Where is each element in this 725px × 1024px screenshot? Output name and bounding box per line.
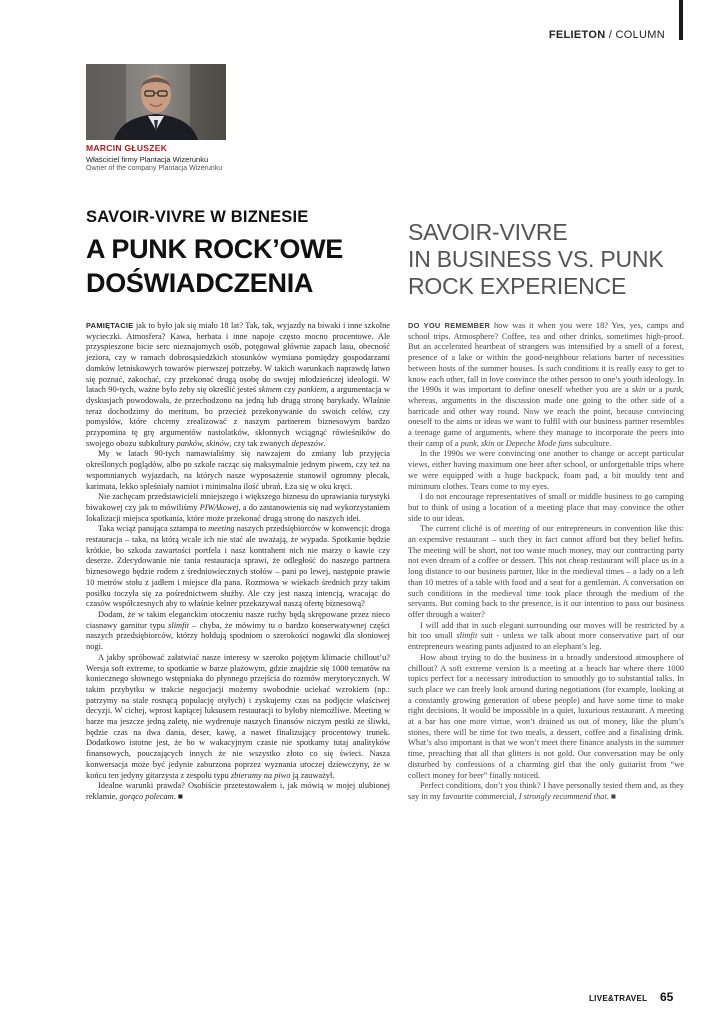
paragraph <box>86 781 390 802</box>
text: – chyba, że mówimy tu o bardzo konserwatywnej części naszych przedsiębiorców, którzy hołdują spodniom o szerokości nogawki dla słoniowej nogi. <box>86 620 391 652</box>
emphasis: gorąco polecam <box>119 791 174 801</box>
paragraph <box>408 524 684 620</box>
article-body-en <box>408 321 684 803</box>
text: or <box>494 438 506 448</box>
header-accent-bar <box>679 0 683 40</box>
paragraph <box>86 653 390 781</box>
section-label-en: COLUMN <box>615 29 665 41</box>
text: or a <box>645 385 666 395</box>
section-separator: / <box>605 29 616 41</box>
text: how was it when you were 18? Yes, yes, camps and school trips. Atmosphere? Coffee, tea and other drinks, sometimes high-proof. But an accelerated heartbeat of strangers was intensified by a smell of a forest, presence of a lake or within the good-neighbour relations barter of necessities between hosts of the summer houses. Is such conditions it is really easy to get to know each other, fall in love convince the other person to one’s youth ideology. In the 1990s it was important to define oneself whether you are a <box>408 321 684 395</box>
paragraph: My w latach 90-tych namawialiśmy się nawzajem do zmiany lub przyjęcia określonych poglądów, albo po szkole racząc się maksymalnie jednym piwem, czy też na wspomnianych wyjazdach, na których nasze wyposażenie stanowił ogromny plecak, karimata, lekko spleśniały namiot i minimalna ilość ubrań. Łza się w oku kręci. <box>86 449 390 491</box>
emphasis: I strongly recommend that <box>518 791 607 801</box>
text: I will add that in such elegant surrounding our moves will be restricted by a bit too small <box>408 620 684 641</box>
title-pl-line-2: DOŚWIADCZENIA <box>86 268 314 298</box>
lead-in: PAMIĘTACIE <box>86 321 134 330</box>
paragraph: In the 1990s we were convincing one another to change or accept particular views, either having maximum one beer after school, or unforgettable trips where we were equipped with a huge backpack, foam pad, a bit mouldy tent and minimum clothes. Tears come to my eyes. <box>408 449 684 491</box>
author-name: MARCIN GŁUSZEK <box>86 143 168 153</box>
emphasis: depeszów <box>291 438 324 448</box>
text: ją zauważył. <box>290 770 335 780</box>
title-en-line-3: ROCK EXPERIENCE <box>408 273 627 299</box>
emphasis: PIWAkowej <box>199 502 239 512</box>
emphasis: slimfit <box>168 620 190 630</box>
emphasis: Depeche Mode fans <box>505 438 573 448</box>
emphasis: slimfit <box>456 631 478 641</box>
text: , whereas, arguments in the discussion made one going to the other side of a barricade and other way round. Now we reach the point, because convincing oneself to the aims or ideas we want to fulfil with our business partner resembles a teenage game of arguments, where they manage to incorporate the peers into their camp of a <box>408 385 684 448</box>
text: . ■ <box>173 791 183 801</box>
paragraph <box>408 781 684 802</box>
magazine-name: LIVE&TRAVEL <box>589 994 648 1003</box>
text: The current cliché is of <box>420 524 504 534</box>
text: jak to było jak się miało 18 lat? Tak, tak, wyjazdy na biwaki i inne szkolne wycieczki. Atmosfera? Kawa, herbata i inne napoje często mocno procentowe. Ale przyspieszone bicie serc nieznajomych osób, potęgował głównie zapach lasu, obecność jeziora, czy w ramach dobrosąsiedzkich stosunków wymiana pomiędzy gospodarzami domków letniskowych towarów pierwszej potrzeby. W takich warunkach naprawdę łatwo się poznać, zakochać, czy przekonać drugą osobę do swojej młodzieńczej ideologii. W latach 90-tych, ważne było żeby się określić jesteś <box>86 321 390 395</box>
paragraph: I do not encourage representatives of small or middle business to go camping but to think of using a location of a meeting place that may convince the other side to our ideas. <box>408 492 684 523</box>
text: of our entrepreneurs in convention like this: an expensive restaurant – such they in fact cannot afford but they belief befits. The meeting will be short, not too waste much money, may our contracting party not even dream of a coffee or dessert. This not cheap restaurant will place us in a long distance to our business partner, like in the medieval times – a lady on a left than 10 metres of a table with food and a seat for a gentleman. A conversation on such conditions in the medieval time took place through the medium of the servants. But coming back to the presence, is it our intention to pass our business offer through a waiter? <box>408 524 684 619</box>
article-body-pl <box>86 321 390 803</box>
title-en-line-2: IN BUSINESS VS. PUNK <box>408 246 664 272</box>
paragraph <box>408 621 684 653</box>
emphasis: punk <box>665 385 682 395</box>
paragraph: How about trying to do the business in a broadly understood atmosphere of chillout? A soft extreme version is a meeting at a beach bar where there 1000 topics perfect for a necessary introduction to smoothly go to substantial talks. In such place we can freely look around during negotiations (for example, looking at a constantly growing generation of obese people) and have some time to make right decisions. It would be impossible in a quiet, luxurious restaurant. A meeting at a bar has one more virtue, won’t drained us out of money, like the plum’s stones, there will be time for two meals, a dessert, coffee and a finalising drink. What’s also important is that we won’t meet there finance analysts in the summer time, preaching that all that glitters is not gold. Our conversation may be only disturbed by confessions of a charming girl that the only guitarist from “we collect money for beer” finally noticed. <box>408 652 684 780</box>
emphasis: skinem <box>258 385 282 395</box>
emphasis: meeting <box>208 524 235 534</box>
article-title-pl <box>86 232 343 300</box>
emphasis: pankiem <box>297 385 327 395</box>
paragraph <box>86 610 390 653</box>
text: naszych przedsiębiorców w konwencji: droga restauracja – taka, na którą wcale ich nie stać ale uważają, że wypada. Spotkanie będzie krótkie, bo szkoda zawartości portfela i nasz kontrahent nich nie marzy o kawie czy deserze. Zdecydowanie nie tania restauracja sprawi, że odległość do naszego partnera biznesowego będzie rodem z średniowiecznych stołów – pani po lewej, następnie prawie 10 metrów stołu z jadłem i miejsce dla pana. Rozmowa w wiekach średnich przy takim posiłku toczyła się za pośrednictwem służby. Ale czy jest naszą intencją, wracając do czasów współczesnych aby to właśnie kelner przekazywał naszą ofertę biznesową? <box>86 524 390 609</box>
title-en-line-1: SAVOIR-VIVRE <box>408 219 568 245</box>
lead-in: DO YOU REMEMBER <box>408 321 491 330</box>
emphasis: panków, skinów <box>176 438 230 448</box>
paragraph <box>408 321 684 449</box>
text: A jakby spróbować załatwiać nasze interesy w szeroko pojętym klimacie chillout’u? Wersja soft extreme, to spotkanie w barze plażowym, gdzie znajdzie się 1000 tematów na koniecznego słownego wstępniaka do płynnego przejścia do rozmów merytorycznych. W takim przybytku w trakcie negocjacji możemy swobodnie uciekać wzrokiem (np.: patrzymy na stale rosnącą populację otyłych) i zyskujemy czas na podjęcie właściwej decyzji. W cichej, wprost kapiącej luksusem restauracji to byłoby niemożliwe. Meeting w barze ma jeszcze jedną zaletę, nie wydrenuje naszych finansów niczym pestki ze śliwki, będzie czas na dwa dania, deser, kawę, a nawet finalizujący procentowy trunek. Dodatkowo istotne jest, że bo w wakacyjnym czasie nie spotkamy tutaj analityków finansowych, pouczających innych że nie wszystko złoto co się świeci. Nasza konwersacja może być jedynie zaburzona poprzez wyznania uroczej dziewczyny, że w końcu ten jedyny gitarzysta z zespołu typu <box>86 652 390 780</box>
text: suit - unless we talk about more conservative part of our entrepreneurs wearing pants adjusted to an elephant’s leg. <box>408 631 685 652</box>
emphasis: punk, skin <box>460 438 495 448</box>
emphasis: skin <box>631 385 646 395</box>
text: . <box>323 438 326 448</box>
author-role-pl: Właściciel firmy Plantacja Wizerunku <box>86 155 209 164</box>
article-title-en <box>408 219 663 300</box>
text: , czy tak zwanych <box>229 438 292 448</box>
text: , a argumentacja w dyskusjach powodowała, że przechodzono na jedną lub drugą stronę barykady. Właśnie teraz dochodzimy do meritum, bo przecież przekonywanie do swoich celów, czy pomysłów, które chcemy zrealizować z naszym partnerem biznesowym bardzo przypomina tę grę argumentów nastolatków, skłonnych wciągnąć rówieśników do swojego obozu subkultury <box>86 385 390 448</box>
text: Taka wciąż panująca sztampa to <box>98 524 209 534</box>
text: czy <box>281 385 298 395</box>
emphasis: meeting <box>503 524 530 534</box>
text: Dodam, że w takim eleganckim otoczeniu nasze ruchy będą skrępowane przez nieco ciasnawy garnitur typu <box>86 609 390 630</box>
paragraph <box>86 321 390 449</box>
text: , a do zastanowienia się nad wykorzystaniem lokalizacji miejsca spotkania, które może przekonać drugą stronę do naszych idei. <box>86 502 390 523</box>
text: . ■ <box>606 791 616 801</box>
text: subculture. <box>572 438 612 448</box>
text: Nie zachęcam przedstawicieli mniejszego i większego biznesu do uprawiania turystyki biwakowej czy jak to mówiliśmy <box>86 492 390 512</box>
author-photo <box>86 64 226 140</box>
author-role-en: Owner of the company Plantacja Wizerunku <box>86 165 223 172</box>
article-subtitle-pl: SAVOIR-VIVRE W BIZNESIE <box>86 208 309 226</box>
paragraph <box>86 492 390 524</box>
text: Perfect conditions, don’t you think? I have personally tested them and, as they say in my favourite commercial, <box>408 781 684 801</box>
page-number: 65 <box>660 990 674 1004</box>
section-label: FELIETON <box>548 29 606 41</box>
text: Idealne warunki prawda? Osobiście przetestowałem i, jak mówią w mojej ulubionej reklamie, <box>86 781 390 801</box>
title-pl-line-1: A PUNK ROCK’OWE <box>86 234 343 264</box>
emphasis: zbieramy na piwo <box>230 770 291 780</box>
paragraph <box>86 524 390 610</box>
section-header <box>549 29 665 41</box>
